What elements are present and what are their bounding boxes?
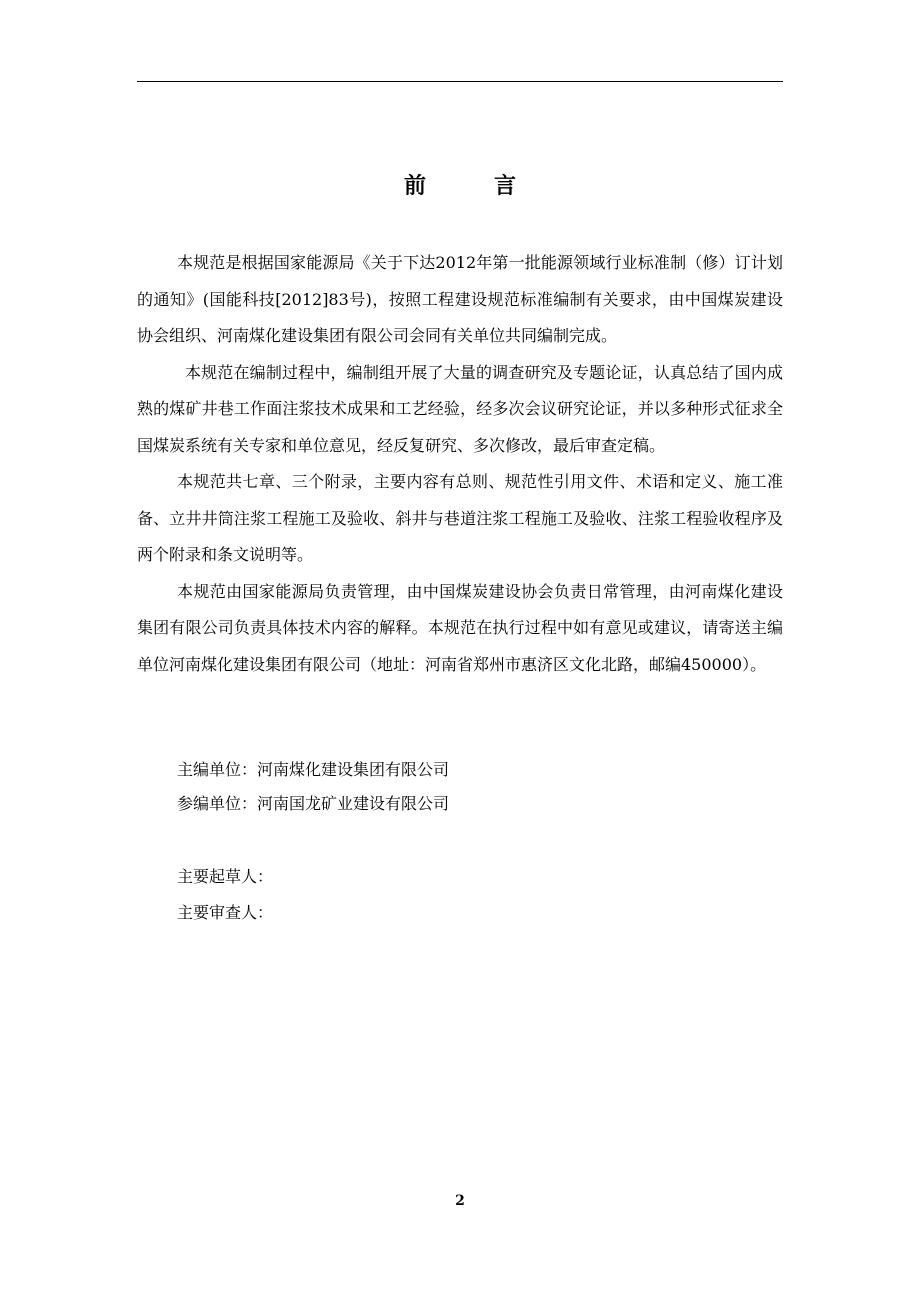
preface-paragraph-4: 本规范由国家能源局负责管理，由中国煤炭建设协会负责日常管理，由河南煤化建设集团有限公司负责具体技术内容的解释。本规范在执行过程中如有意见或建议，请寄送主编单位河南煤化建设集团有限公司（地址：河南省郑州市惠济区文化北路，邮编450000）。 bbox=[137, 581, 783, 674]
main-reviewers-label: 主要审查人： bbox=[177, 903, 274, 922]
preface-paragraph-3: 本规范共七章、三个附录，主要内容有总则、规范性引用文件、术语和定义、施工准备、立井井筒注浆工程施工及验收、斜井与巷道注浆工程施工及验收、注浆工程验收程序及两个附录和条文说明等。 bbox=[137, 472, 783, 564]
co-editor-unit: 参编单位：河南国龙矿业建设有限公司 bbox=[177, 794, 450, 813]
chief-editor-unit: 主编单位：河南煤化建设集团有限公司 bbox=[177, 760, 450, 779]
main-drafters-label: 主要起草人： bbox=[177, 867, 274, 886]
preface-body bbox=[137, 245, 783, 683]
page-number: 2 bbox=[455, 1193, 465, 1209]
page-title: 前言 bbox=[403, 173, 584, 199]
preface-paragraph-2: 本规范在编制过程中，编制组开展了大量的调查研究及专题论证，认真总结了国内成熟的煤矿井巷工作面注浆技术成果和工艺经验，经多次会议研究论证，并以多种形式征求全国煤炭系统有关专家和单位意见，经反复研究、多次修改，最后审查定稿。 bbox=[137, 362, 783, 455]
preface-paragraph-1: 本规范是根据国家能源局《关于下达2012年第一批能源领域行业标准制（修）订计划的通知》(国能科技[2012]83号)，按照工程建设规范标准编制有关要求，由中国煤炭建设协会组织、河南煤化建设集团有限公司会同有关单位共同编制完成。 bbox=[137, 253, 783, 345]
header-rule bbox=[137, 81, 783, 82]
